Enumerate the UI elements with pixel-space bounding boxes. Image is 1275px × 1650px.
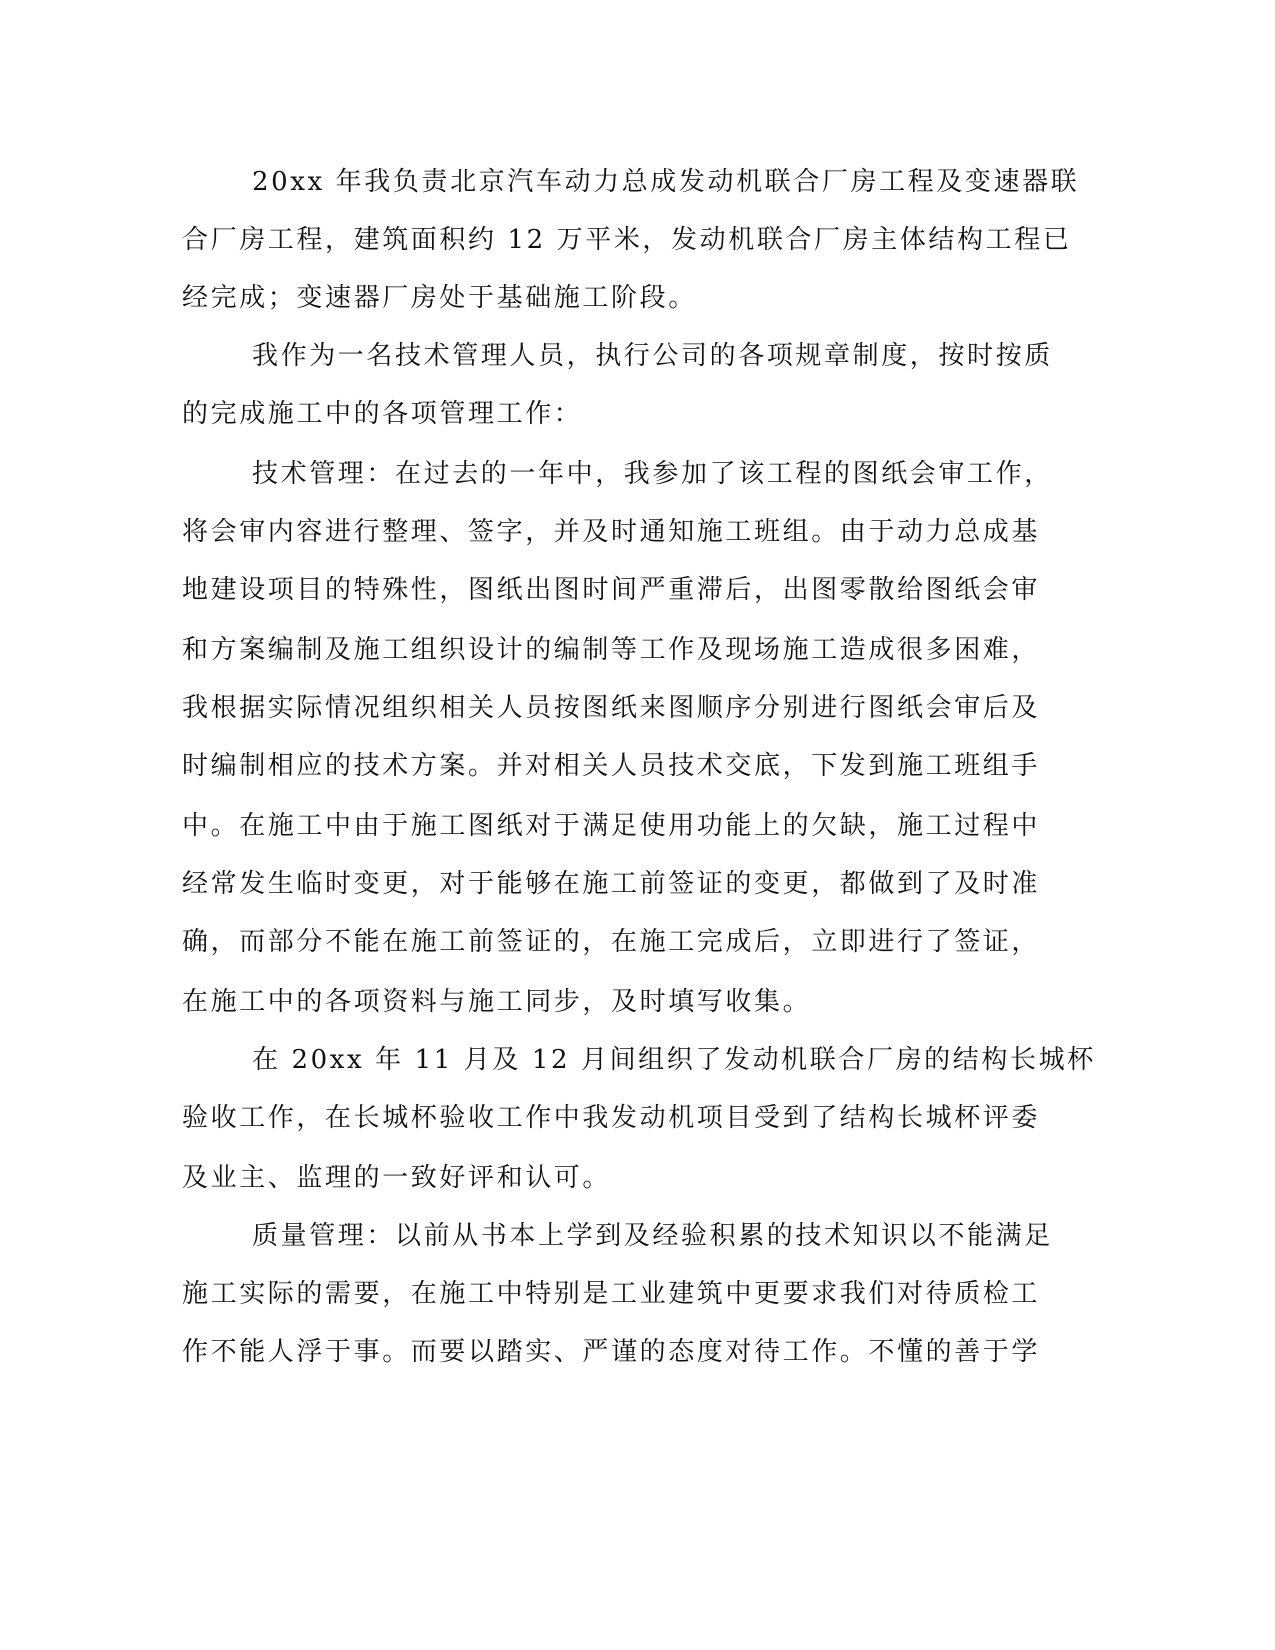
text-line: 验收工作，在长城杯验收工作中我发动机项目受到了结构长城杯评委	[182, 1103, 1041, 1133]
text-line: 技术管理：在过去的一年中，我参加了该工程的图纸会审工作，	[252, 459, 1053, 489]
text-line: 我根据实际情况组织相关人员按图纸来图顺序分别进行图纸会审后及	[182, 693, 1041, 723]
text-line: 经完成；变速器厂房处于基础施工阶段。	[182, 283, 697, 313]
text-line: 20xx 年我负责北京汽车动力总成发动机联合厂房工程及变速器联	[252, 167, 1080, 197]
text-line: 在施工中的各项资料与施工同步，及时填写收集。	[182, 987, 812, 1017]
text-line: 经常发生临时变更，对于能够在施工前签证的变更，都做到了及时准	[182, 869, 1041, 899]
text-line: 和方案编制及施工组织设计的编制等工作及现场施工造成很多困难，	[182, 635, 1041, 665]
text-line: 及业主、监理的一致好评和认可。	[182, 1163, 612, 1193]
text-line: 的完成施工中的各项管理工作：	[182, 399, 583, 429]
text-line: 质量管理：以前从书本上学到及经验积累的技术知识以不能满足	[252, 1221, 1053, 1251]
text-line: 合厂房工程，建筑面积约 12 万平米，发动机联合厂房主体结构工程已	[182, 225, 1072, 255]
text-line: 中。在施工中由于施工图纸对于满足使用功能上的欠缺，施工过程中	[182, 811, 1041, 841]
text-line: 施工实际的需要，在施工中特别是工业建筑中更要求我们对待质检工	[182, 1279, 1041, 1309]
text-line: 在 20xx 年 11 月及 12 月间组织了发动机联合厂房的结构长城杯	[252, 1045, 1096, 1075]
text-line: 地建设项目的特殊性，图纸出图时间严重滞后，出图零散给图纸会审	[182, 575, 1041, 605]
text-line: 确，而部分不能在施工前签证的，在施工完成后，立即进行了签证，	[182, 927, 1041, 957]
text-line: 我作为一名技术管理人员，执行公司的各项规章制度，按时按质	[252, 341, 1053, 371]
text-line: 时编制相应的技术方案。并对相关人员技术交底，下发到施工班组手	[182, 751, 1041, 781]
text-line: 将会审内容进行整理、签字，并及时通知施工班组。由于动力总成基	[182, 517, 1041, 547]
text-line: 作不能人浮于事。而要以踏实、严谨的态度对待工作。不懂的善于学	[182, 1337, 1041, 1367]
